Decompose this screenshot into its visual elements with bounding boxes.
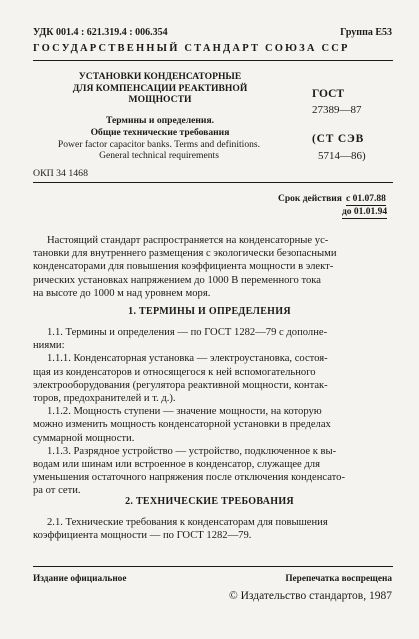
intro-line: Настоящий стандарт распространяется на конденсаторные ус- (47, 235, 329, 246)
section-1-line: щая из конденсаторов и относящегося к ней вспомогательного (33, 366, 316, 378)
reprint-notice: Перепечатка воспрещена (285, 574, 392, 584)
state-standard-title: ГОСУДАРСТВЕННЫЙ СТАНДАРТ СОЮЗА ССР (33, 43, 350, 54)
section-1-line: 1.1. Термины и определения — по ГОСТ 1282—79 с дополне- (47, 327, 328, 338)
section-1-heading: 1. ТЕРМИНЫ И ОПРЕДЕЛЕНИЯ (128, 306, 291, 317)
title-en-line: General technical requirements (99, 150, 219, 161)
section-1-line: электрооборудования (регулятора реактивной мощности, контак- (33, 379, 328, 391)
section-1-line: водам или шинам или встроенное в конденсатор, служащее для (33, 459, 320, 471)
gost-number: 27389—87 (312, 104, 362, 116)
section-1-line: ра от сети. (33, 485, 81, 497)
intro-line: конденсаторами для повышения коэффициента мощности в элект- (33, 261, 334, 273)
copyright: © Издательство стандартов, 1987 (228, 590, 392, 602)
validity-from: с 01.07.88 (346, 194, 386, 204)
section-1-line: 1.1.1. Конденсаторная установка — электроустановка, состоя- (47, 353, 328, 365)
gost-label: ГОСТ (312, 88, 345, 100)
st-sev-number: 5714—86) (318, 150, 366, 162)
title-rule (33, 182, 393, 183)
header-rule (33, 60, 393, 61)
title-ru (60, 71, 260, 106)
subtitle-ru-line: Общие технические требования (90, 126, 230, 138)
title-en-line: Power factor capacitor banks. Terms and definitions. (57, 139, 261, 150)
section-2-body (33, 516, 396, 542)
title-ru-line: УСТАНОВКИ КОНДЕНСАТОРНЫЕ (78, 71, 242, 82)
title-ru-line: ДЛЯ КОМПЕНСАЦИИ РЕАКТИВНОЙ (72, 82, 248, 94)
section-2-line: коэффициента мощности — по ГОСТ 1282—79. (33, 530, 252, 542)
okp-code: ОКП 34 1468 (33, 168, 88, 179)
validity-label: Срок действия (278, 194, 342, 204)
section-1-line: 1.1.2. Мощность ступени — значение мощности, на которую (47, 406, 322, 418)
section-1-line: уменьшения остаточного напряжения после отключения конденсато- (33, 472, 345, 484)
group-code: Группа Е53 (340, 27, 392, 38)
section-1-line: торов, предохранителей и т. д.). (33, 393, 176, 405)
section-2-line: 2.1. Технические требования к конденсаторам для повышения (47, 517, 328, 528)
st-sev-label: (СТ СЭВ (312, 133, 365, 145)
section-1-line: ниями: (33, 340, 65, 352)
subtitle-ru (60, 115, 260, 138)
official-edition: Издание официальное (33, 574, 127, 584)
section-2-heading: 2. ТЕХНИЧЕСКИЕ ТРЕБОВАНИЯ (125, 496, 294, 507)
intro-paragraph (33, 234, 396, 300)
intro-line: на высоте до 1000 м над уровнем моря. (33, 287, 211, 299)
title-ru-line: МОЩНОСТИ (128, 94, 192, 105)
title-en (44, 139, 274, 161)
udk-code: УДК 001.4 : 621.319.4 : 006.354 (33, 27, 168, 38)
section-1-line: 1.1.3. Разрядное устройство — устройство, подключенное к вы- (47, 445, 337, 457)
section-1-line: можно изменить мощность конденсаторной установки в пределах (33, 419, 331, 431)
section-1-line: суммарной мощности. (33, 432, 135, 444)
footer-rule (33, 566, 393, 567)
section-1-body (33, 326, 396, 498)
intro-line: рических установках напряжением до 1000 В переменного тока (33, 274, 321, 286)
validity-to: до 01.01.94 (342, 207, 388, 217)
intro-line: тановки для внутреннего размещения с экологически безопасными (33, 248, 337, 260)
subtitle-ru-line: Термины и определения. (105, 115, 215, 126)
